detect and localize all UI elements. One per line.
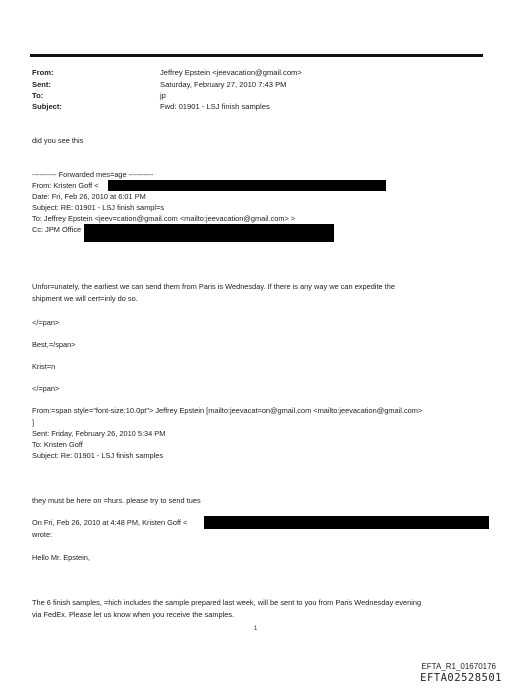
reply-line: they must be here on =hurs. please try to send tues: [32, 496, 201, 505]
subject2-line: Subject: Re: 01901 - LSJ finish samples: [32, 451, 164, 460]
fwd-to-line: To: Jeffrey Epstein <jeev=cation@gmail.com <mailto:jeevacation@gmail.com> >: [32, 214, 296, 223]
footer-code-1: EFTA_R1_01670176: [421, 662, 496, 671]
paragraph-line: via FedEx. Please let us know when you receive the samples.: [32, 610, 235, 619]
sent2-line: Sent: Friday, February 26, 2010 5:34 PM: [32, 429, 166, 438]
fwd-subject-line: Subject: RE: 01901 - LSJ finish sampl=s: [32, 203, 165, 212]
krist-line: Krist=n: [32, 362, 56, 371]
header-rule: [30, 54, 483, 57]
subject-label: Subject:: [32, 102, 62, 111]
redaction-box: [84, 224, 334, 242]
greeting-line: Hello Mr. Epstein,: [32, 553, 90, 562]
on-fri-line: On Fri, Feb 26, 2010 at 4:48 PM, Kristen Goff <: [32, 518, 188, 527]
forwarded-line: ---------- Forwarded mes=age ----------: [32, 170, 154, 179]
paragraph-line: The 6 finish samples, =hich includes the sample prepared last week, will be sent to you from Paris Wednesday evening: [32, 598, 422, 607]
footer-code-2: EFTA02528501: [420, 672, 502, 684]
paragraph-line: Unfor=unately, the earliest we can send them from Paris is Wednesday. If there is any way we can expedite the: [32, 282, 395, 291]
fwd-from-line: From: Kristen Goff <: [32, 181, 99, 190]
best-line: Best,=/span>: [32, 340, 76, 349]
subject-value: Fwd: 01901 - LSJ finish samples: [160, 102, 270, 111]
sent-label: Sent:: [32, 80, 51, 89]
to-label: To:: [32, 91, 44, 100]
from-value: Jeffrey Epstein <jeevacation@gmail.com>: [160, 68, 302, 77]
span-line: </=pan>: [32, 318, 60, 327]
from2-line: From:=span style="font-size:10.0pt"> Jeffrey Epstein [mailto:jeevacat=on@gmail.com <mailto:jeevacation@gmail.com>: [32, 406, 423, 415]
paragraph-line: shipment we will cert=inly do so.: [32, 294, 138, 303]
from2-close-line: ]: [32, 418, 35, 427]
redaction-box: [204, 516, 489, 529]
from-label: From:: [32, 68, 54, 77]
to-value: jp: [160, 91, 166, 100]
wrote-line: wrote:: [32, 530, 53, 539]
span-line: </=pan>: [32, 384, 60, 393]
fwd-date-line: Date: Fri, Feb 26, 2010 at 6:01 PM: [32, 192, 146, 201]
to2-line: To: Kristen Goff: [32, 440, 83, 449]
sent-value: Saturday, February 27, 2010 7:43 PM: [160, 80, 287, 89]
redaction-box: [108, 180, 386, 191]
page-number: 1: [254, 626, 258, 632]
fwd-cc-line: Cc: JPM Office: [32, 225, 82, 234]
intro-line: did you see this: [32, 136, 84, 145]
